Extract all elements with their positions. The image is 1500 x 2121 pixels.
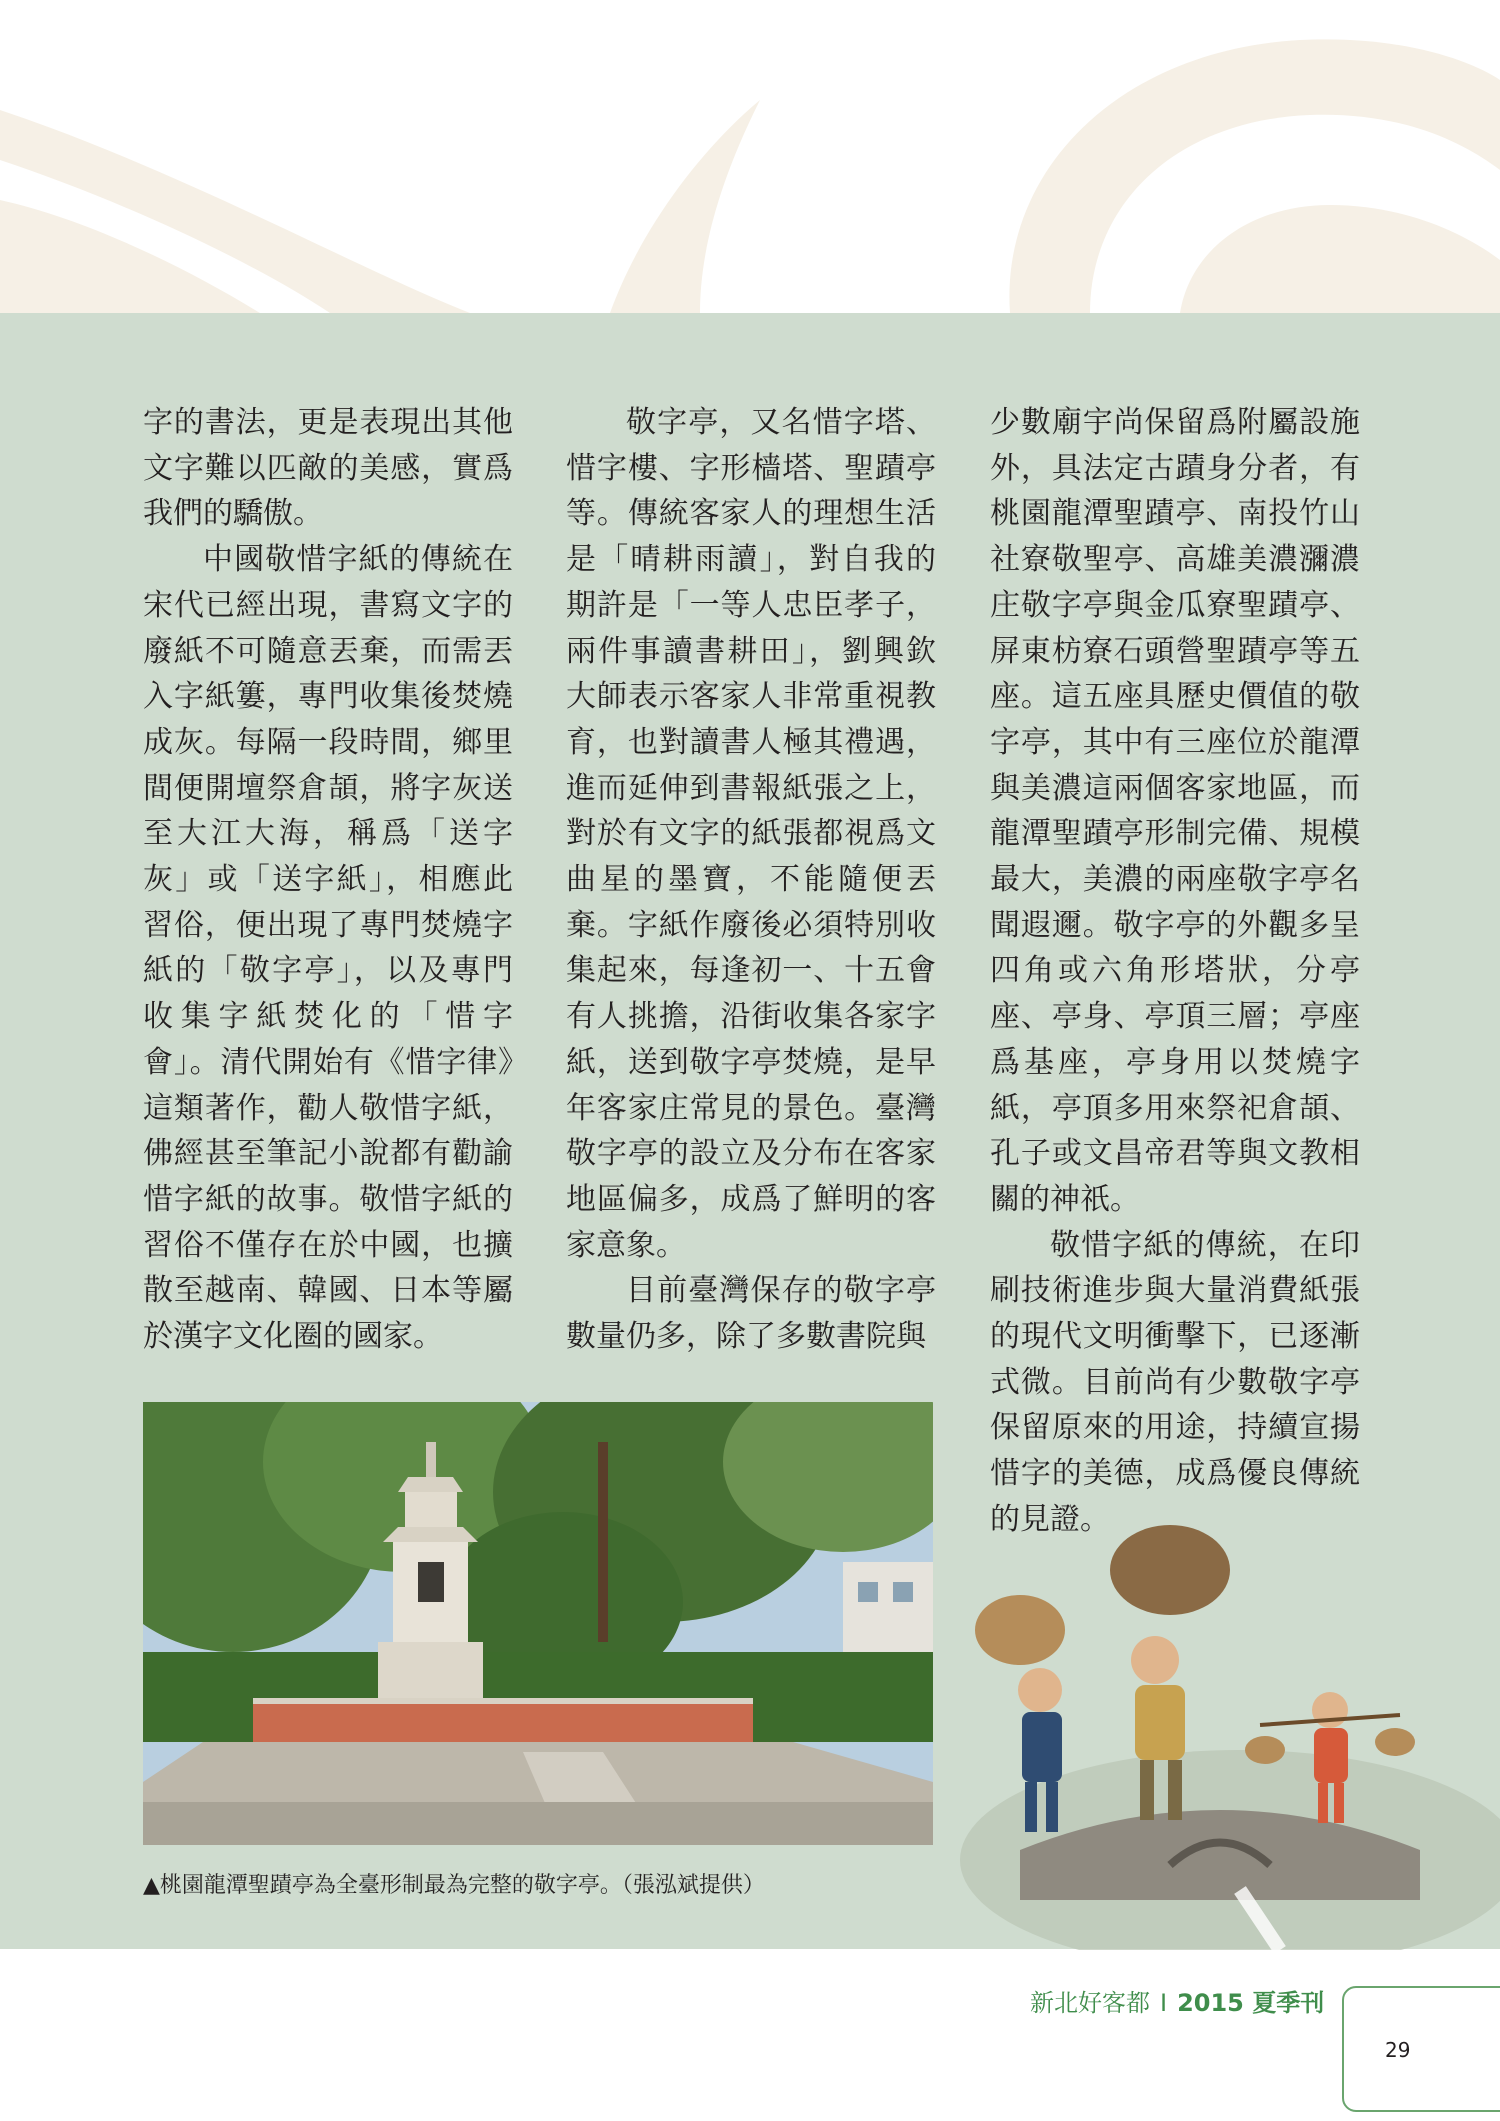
hakka-carriers-illustration [940, 1520, 1500, 1950]
text-column-3 [990, 400, 1360, 1543]
paragraph: 敬惜字紙的傳統，在印刷技術進步與大量消費紙張的現代文明衝擊下，已逐漸式微。目前尚有少數敬字亭保留原來的用途，持續宣揚惜字的美德，成爲優良傳統的見證。 [990, 1227, 1360, 1537]
paragraph: 敬字亭，又名惜字塔、惜字樓、字形樯塔、聖蹟亭等。傳統客家人的理想生活是「晴耕雨讀」，對自我的期許是「一等人忠臣孝子，兩件事讀書耕田」，劉興欽大師表示客家人非常重視教育，也對讀書人極其禮遇，進而延伸到書報紙張之上，對於有文字的紙張都視爲文曲星的墨寶，不能隨便丟棄。字紙作廢後必須特別收集起來，每逢初一、十五會有人挑擔，沿街收集各家字紙，送到敬字亭焚燒，是早年客家庄常見的景色。臺灣敬字亭的設立及分布在客家地區偏多，成爲了鮮明的客家意象。 [566, 405, 936, 1263]
pavilion-photo [143, 1402, 933, 1845]
page-number: 29 [1385, 2038, 1411, 2062]
publication-name: 新北好客都 [1030, 1989, 1150, 2017]
background-swirl-decoration [0, 0, 1500, 313]
text-column-1 [143, 400, 513, 1360]
paragraph: 字的書法，更是表現出其他文字難以匹敵的美感，實爲我們的驕傲。 [143, 405, 513, 532]
issue-label: 2015 夏季刊 [1177, 1989, 1325, 2017]
photo-caption: ▲桃園龍潭聖蹟亭為全臺形制最為完整的敬字亭。（張泓斌提供） [143, 1873, 765, 1898]
paragraph: 目前臺灣保存的敬字亭數量仍多，除了多數書院與 [566, 1273, 936, 1355]
page-number-tab [1342, 1986, 1500, 2112]
paragraph: 中國敬惜字紙的傳統在宋代已經出現，書寫文字的廢紙不可隨意丟棄，而需丟入字紙簍，專門收集後焚燒成灰。每隔一段時間，鄉里間便開壇祭倉頡，將字灰送至大江大海，稱爲「送字灰」或「送字紙」，相應此習俗，便出現了專門焚燒字紙的「敬字亭」，以及專門收集字紙焚化的「惜字會」。清代開始有《惜字律》這類著作，勸人敬惜字紙，佛經甚至筆記小說都有勸諭惜字紙的故事。敬惜字紙的習俗不僅存在於中國，也擴散至越南、韓國、日本等屬於漢字文化圈的國家。 [143, 542, 513, 1355]
footer-separator: I [1160, 1989, 1168, 2017]
paragraph: 少數廟宇尚保留爲附屬設施外，具法定古蹟身分者，有桃園龍潭聖蹟亭、南投竹山社寮敬聖亭、高雄美濃瀰濃庄敬字亭與金瓜寮聖蹟亭、屏東枋寮石頭營聖蹟亭等五座。這五座具歷史價值的敬字亭，其中有三座位於龍潭與美濃這兩個客家地區，而龍潭聖蹟亭形制完備、規模最大，美濃的兩座敬字亭名聞遐邇。敬字亭的外觀多呈四角或六角形塔狀，分亭座、亭身、亭頂三層；亭座爲基座，亭身用以焚燒字紙，亭頂多用來祭祀倉頡、孔子或文昌帝君等與文教相關的神祇。 [990, 405, 1360, 1217]
text-column-2 [566, 400, 936, 1360]
publication-footer [1030, 1983, 1324, 2018]
